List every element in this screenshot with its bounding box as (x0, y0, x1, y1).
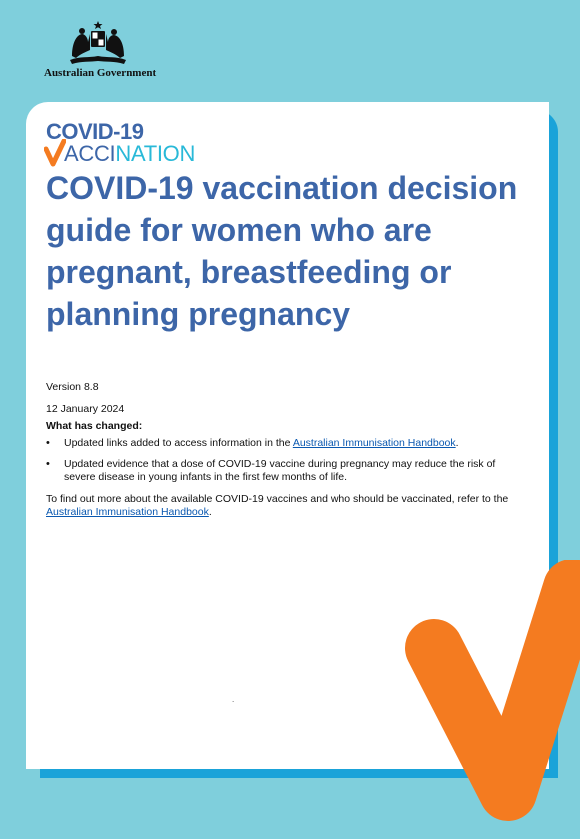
list-item (46, 437, 526, 450)
change-after: . (455, 437, 459, 449)
change-text: Updated links added to access information in the (64, 437, 293, 449)
version-label: Version 8.8 (46, 381, 99, 393)
list-item (46, 458, 526, 484)
outro-after: . (208, 506, 212, 518)
logo-line2-part1: ACCI (64, 141, 116, 166)
change-text: Updated evidence that a dose of COVID-19 vaccine during pregnancy may reduce the risk of severe disease in young infants in the first few months of life. (64, 458, 496, 483)
handbook-link[interactable]: Australian Immunisation Handbook (46, 506, 209, 518)
government-name: Australian Government (44, 67, 157, 79)
outro-paragraph (46, 493, 526, 519)
changes-list (46, 437, 526, 492)
date-label: 12 January 2024 (46, 403, 125, 415)
logo-line2-part2: NATION (115, 141, 196, 166)
changes-heading: What has changed: (46, 420, 143, 432)
footer-mark: . (232, 695, 235, 704)
checkmark-icon (44, 139, 66, 167)
logo-line2 (46, 143, 195, 165)
logo-line1: COVID-19 (46, 119, 144, 144)
outro-text: To find out more about the available COVID-19 vaccines and who should be vaccinated, refer to the (46, 493, 509, 505)
large-checkmark-icon (396, 560, 580, 839)
page-title: COVID-19 vaccination decision guide for women who are pregnant, breastfeeding or planning pregnancy (46, 170, 518, 332)
coat-of-arms-icon (66, 20, 130, 66)
covid-vaccination-logo (46, 121, 195, 165)
handbook-link[interactable]: Australian Immunisation Handbook (292, 437, 456, 449)
